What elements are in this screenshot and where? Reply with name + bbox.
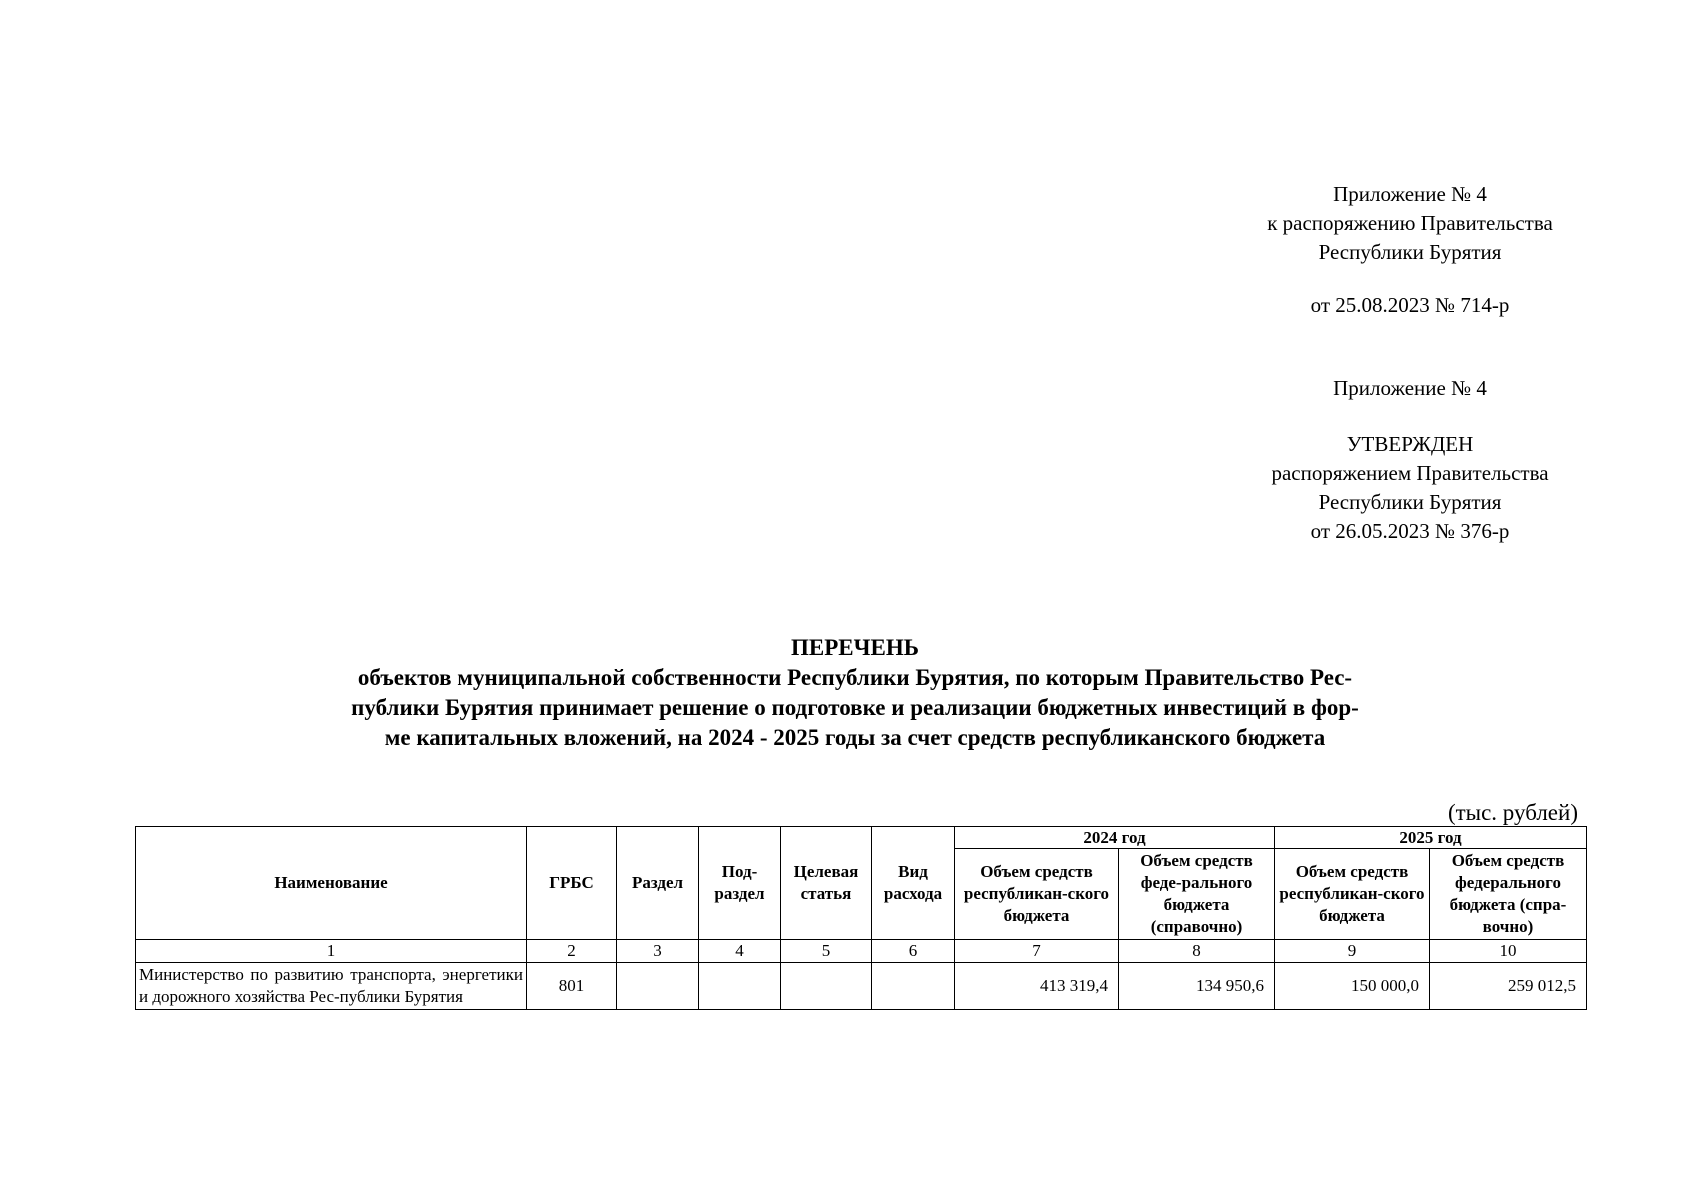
- header-year-2025: 2025 год: [1275, 827, 1587, 849]
- header-name: Наименование: [136, 827, 527, 940]
- row-grbs: 801: [527, 963, 617, 1010]
- approved-line: распоряжением Правительства: [1271, 461, 1549, 485]
- title-main: ПЕРЕЧЕНЬ: [791, 635, 919, 660]
- units-label: (тыс. рублей): [1447, 800, 1578, 825]
- table-row: [136, 963, 1587, 1010]
- col-number: 9: [1275, 940, 1430, 963]
- header-year-2024: 2024 год: [955, 827, 1275, 849]
- row-2025-rep: 150 000,0: [1275, 963, 1430, 1010]
- row-2024-fed: 134 950,6: [1119, 963, 1275, 1010]
- row-name: Министерство по развитию транспорта, энергетики и дорожного хозяйства Рес-публики Бурятия: [136, 963, 527, 1010]
- col-number: 6: [872, 940, 955, 963]
- approved-line: УТВЕРЖДЕН: [1346, 432, 1474, 456]
- col-number: 10: [1430, 940, 1587, 963]
- approved-header: [1240, 374, 1580, 546]
- appendix-line: Приложение № 4: [1333, 182, 1487, 206]
- approved-line: Республики Бурятия: [1318, 490, 1502, 514]
- row-razdel: [617, 963, 699, 1010]
- objects-table: [135, 826, 1587, 1010]
- col-number: 4: [699, 940, 781, 963]
- appendix-date: от 25.08.2023 № 714-р: [1310, 293, 1510, 317]
- row-2024-rep: 413 319,4: [955, 963, 1119, 1010]
- header-tselevaya: Целевая статья: [781, 827, 872, 940]
- approved-date: от 26.05.2023 № 376-р: [1310, 519, 1510, 543]
- header-row: [136, 827, 1587, 849]
- col-number: 2: [527, 940, 617, 963]
- appendix-line: к распоряжению Правительства: [1267, 211, 1553, 235]
- header-razdel: Раздел: [617, 827, 699, 940]
- col-number: 7: [955, 940, 1119, 963]
- appendix-header: [1240, 180, 1580, 320]
- header-grbs: ГРБС: [527, 827, 617, 940]
- col-number: 5: [781, 940, 872, 963]
- title-line: публики Бурятия принимает решение о подготовке и реализации бюджетных инвестиций в фор-: [351, 695, 1359, 720]
- title-line: объектов муниципальной собственности Республики Бурятия, по которым Правительство Рес-: [357, 665, 1353, 690]
- row-podrazdel: [699, 963, 781, 1010]
- col-number: 3: [617, 940, 699, 963]
- appendix-line: Республики Бурятия: [1318, 240, 1502, 264]
- row-tselevaya: [781, 963, 872, 1010]
- col-number: 8: [1119, 940, 1275, 963]
- header-podrazdel: Под-раздел: [699, 827, 781, 940]
- header-2025-rep: Объем средств республикан-ского бюджета: [1275, 849, 1430, 940]
- column-number-row: [136, 940, 1587, 963]
- col-number: 1: [136, 940, 527, 963]
- title-line: ме капитальных вложений, на 2024 - 2025 годы за счет средств республиканского бюджета: [384, 725, 1326, 750]
- header-2024-fed: Объем средств феде-рального бюджета (справочно): [1119, 849, 1275, 940]
- row-vid: [872, 963, 955, 1010]
- row-2025-fed: 259 012,5: [1430, 963, 1587, 1010]
- document-title: [150, 633, 1560, 753]
- header-vid: Вид расхода: [872, 827, 955, 940]
- approved-appendix: Приложение № 4: [1333, 376, 1487, 400]
- header-2024-rep: Объем средств республикан-ского бюджета: [955, 849, 1119, 940]
- header-2025-fed: Объем средств федерального бюджета (спра-вочно): [1430, 849, 1587, 940]
